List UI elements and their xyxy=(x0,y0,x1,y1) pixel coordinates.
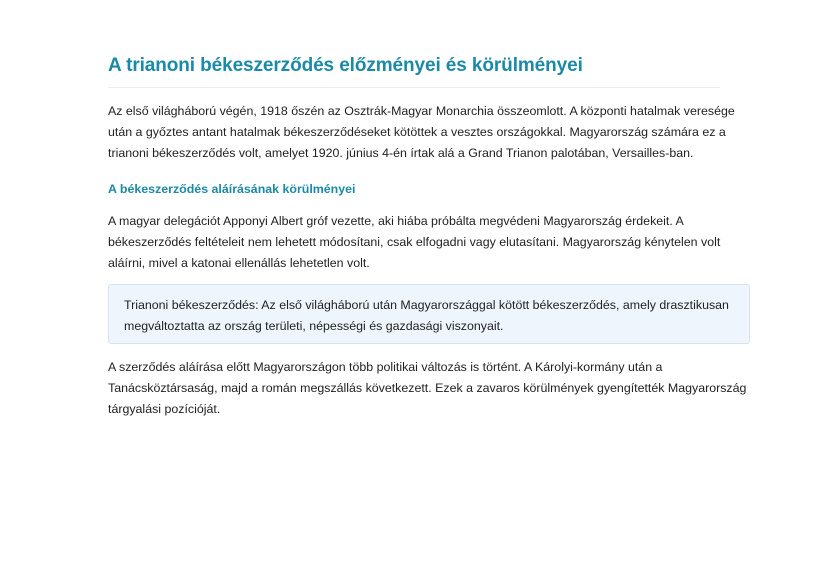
text-line: után a győztes antant hatalmak békeszerződéseket kötöttek a vesztes országokkal. Magyarország számára ez a xyxy=(108,125,726,139)
text-line: A magyar delegációt Apponyi Albert gróf vezette, aki hiába próbálta megvédeni Magyarország érdekeit. A xyxy=(108,214,684,228)
intro-paragraph xyxy=(108,101,735,164)
page-title: A trianoni békeszerződés előzményei és körülményei xyxy=(108,55,583,76)
closing-paragraph xyxy=(108,357,747,420)
text-line: Trianoni békeszerződés: Az első világháború után Magyarországgal kötött békeszerződés, amely drasztikusan xyxy=(124,298,729,312)
text-line: A szerződés aláírása előtt Magyarországon több politikai változás is történt. A Károlyi-kormány után a xyxy=(108,360,663,374)
text-line: trianoni békeszerződés volt, amelyet 1920. június 4-én írtak alá a Grand Trianon palotában, Versailles-ban. xyxy=(108,146,694,160)
callout-text xyxy=(124,295,729,337)
section-heading: A békeszerződés aláírásának körülményei xyxy=(108,182,356,196)
text-line: Az első világháború végén, 1918 őszén az Osztrák-Magyar Monarchia összeomlott. A központi hatalmak veresége xyxy=(108,104,735,118)
definition-callout xyxy=(108,284,750,344)
text-line: Tanácsköztársaság, majd a román megszállás következett. Ezek a zavaros körülmények gyengítették Magyarország xyxy=(108,381,747,395)
text-line: tárgyalási pozícióját. xyxy=(108,402,221,416)
section-paragraph xyxy=(108,211,728,274)
title-divider xyxy=(108,87,720,88)
text-line: megváltoztatta az ország területi, népességi és gazdasági viszonyait. xyxy=(124,319,504,333)
text-line: aláírni, mivel a katonai ellenállás lehetetlen volt. xyxy=(108,256,370,270)
text-line: békeszerződés feltételeit nem lehetett módosítani, csak elfogadni vagy elutasítani. Magyarország kénytelen volt xyxy=(108,235,721,249)
